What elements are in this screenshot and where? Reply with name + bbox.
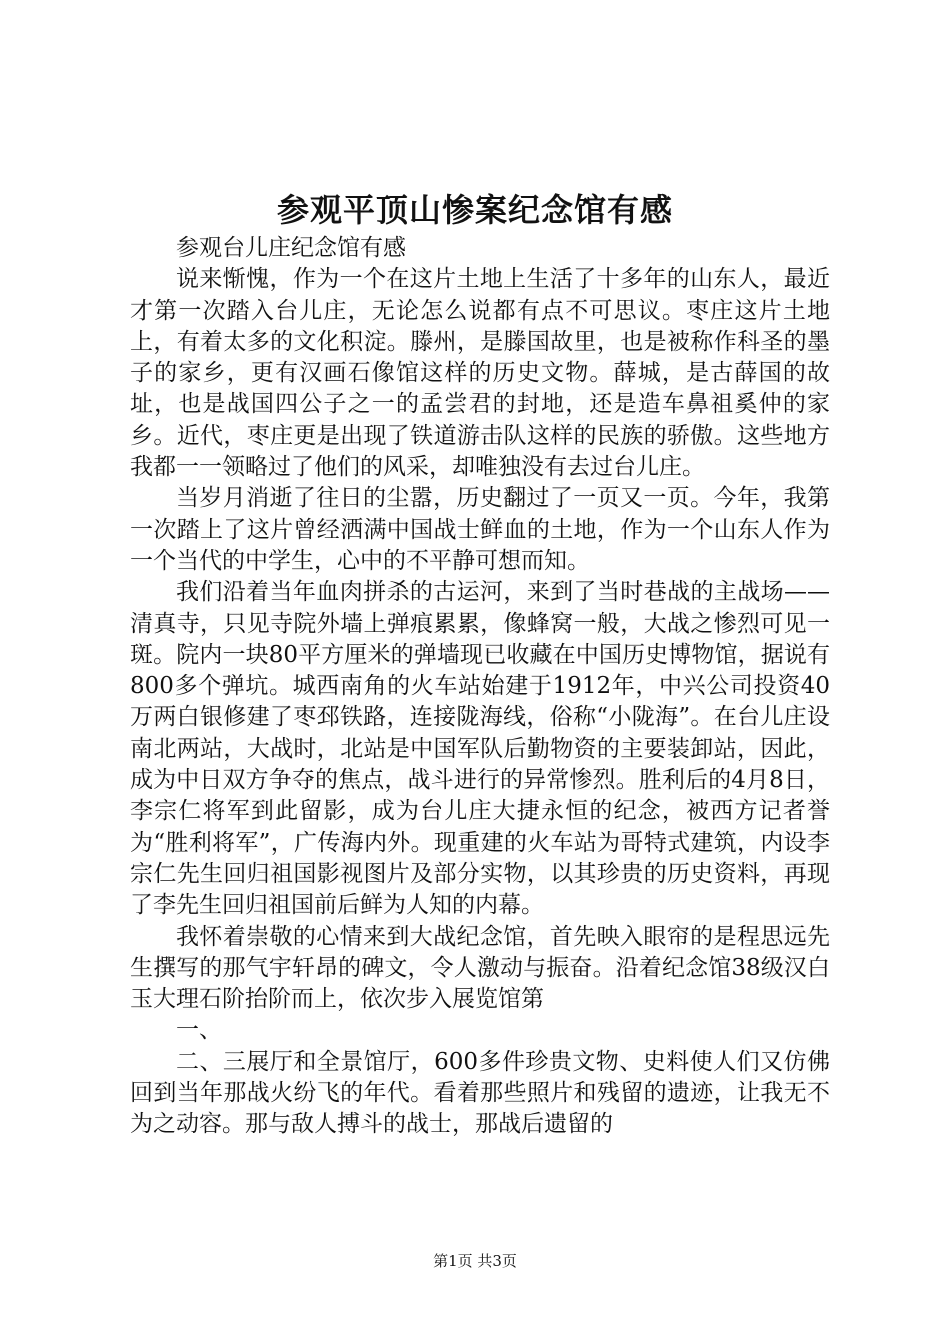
subtitle-paragraph: 参观台儿庄纪念馆有感 [176, 235, 406, 261]
body-paragraph: 一、 [176, 1017, 222, 1044]
body-paragraph: 说来惭愧，作为一个在这片土地上生活了十多年的山东人，最近才第一次踏入台儿庄，无论怎么说都有点不可思议。枣庄这片土地上，有着太多的文化积淀。滕州，是滕国故里，也是被称作科圣的墨子的家乡，更有汉画石像馆这样的历史文物。薛城，是古薛国的故址，也是战国四公子之一的孟尝君的封地，还是造车鼻祖奚仲的家乡。近代，枣庄更是出现了铁道游击队这样的民族的骄傲。这些地方我都一一领略过了他们的风采，却唯独没有去过台儿庄。 [130, 266, 830, 481]
body-paragraph: 我怀着崇敬的心情来到大战纪念馆，首先映入眼帘的是程思远先生撰写的那气宇轩昂的碑文，令人激动与振奋。沿着纪念馆38级汉白玉大理石阶抬阶而上，依次步入展览馆第 [130, 923, 830, 1013]
document-title: 参观平顶山惨案纪念馆有感 [276, 191, 673, 229]
body-paragraph: 当岁月消逝了往日的尘嚣，历史翻过了一页又一页。今年，我第一次踏上了这片曾经洒满中国战士鲜血的土地，作为一个山东人作为一个当代的中学生，心中的不平静可想而知。 [130, 485, 830, 574]
document-body [130, 233, 830, 1141]
page-footer: 第1页 共3页 [433, 1252, 517, 1270]
body-paragraph: 我们沿着当年血肉拼杀的古运河，来到了当时巷战的主战场——清真寺，只见寺院外墙上弹痕累累，像蜂窝一般，大战之惨烈可见一斑。院内一块80平方厘米的弹墙现已收藏在中国历史博物馆，据说有800多个弹坑。城西南角的火车站始建于1912年，中兴公司投资40万两白银修建了枣邳铁路，连接陇海线，俗称“小陇海”。在台儿庄设南北两站，大战时，北站是中国军队后勤物资的主要装卸站，因此，成为中日双方争夺的焦点，战斗进行的异常惨烈。胜利后的4月8日，李宗仁将军到此留影，成为台儿庄大捷永恒的纪念，被西方记者誉为“胜利将军”，广传海内外。现重建的火车站为哥特式建筑，内设李宗仁先生回归祖国影视图片及部分实物，以其珍贵的历史资料，再现了李先生回归祖国前后鲜为人知的内幕。 [130, 579, 830, 919]
body-paragraph: 二、三展厅和全景馆厅，600多件珍贵文物、史料使人们又仿佛回到当年那战火纷飞的年代。看着那些照片和残留的遗迹，让我无不为之动容。那与敌人搏斗的战士，那战后遗留的 [130, 1048, 830, 1138]
